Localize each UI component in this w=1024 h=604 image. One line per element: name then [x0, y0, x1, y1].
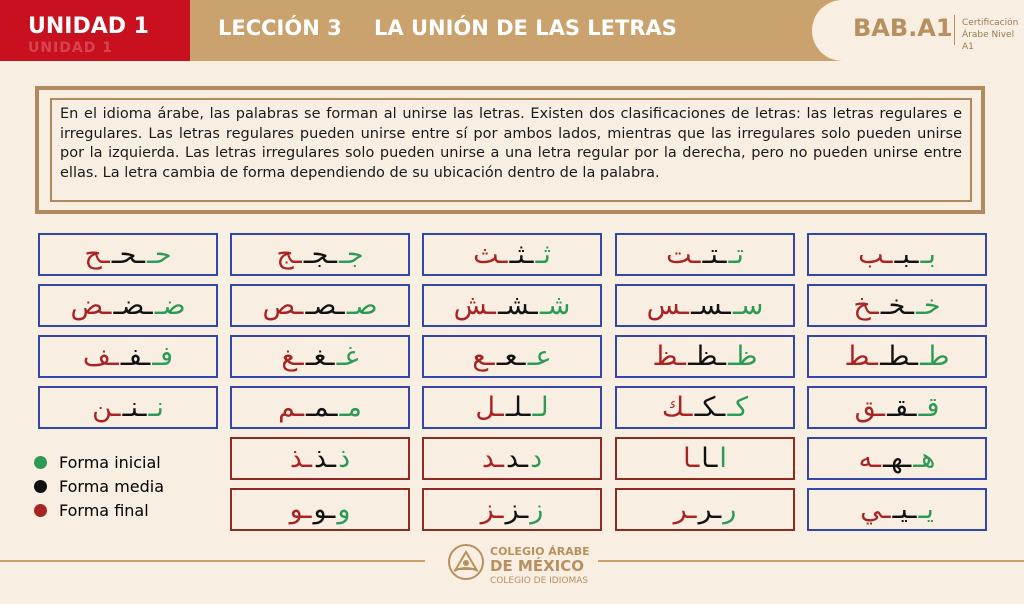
letter-final-form: ـو	[289, 494, 312, 525]
letter-medial-form: ـكـ	[694, 392, 726, 423]
letter-final-form: ـر	[673, 494, 697, 525]
letter-final-form: ـع	[472, 341, 495, 372]
school-name-line-1: COLEGIO ÁRABE	[490, 545, 590, 558]
letter-cell	[422, 437, 602, 480]
letter-forms	[40, 286, 216, 325]
letter-medial-form: ـر	[698, 494, 722, 525]
letter-medial-form: ـتـ	[702, 239, 727, 270]
brand-separator	[954, 15, 955, 45]
letter-medial-form: ـلـ	[505, 392, 531, 423]
letter-initial-form: مـ	[339, 392, 362, 423]
letter-medial-form: ـمـ	[306, 392, 338, 423]
letter-cell	[230, 335, 410, 378]
letter-cell	[422, 488, 602, 531]
letter-initial-form: ز	[530, 494, 544, 525]
letter-cell	[38, 284, 218, 327]
letter-medial-form: ـجـ	[303, 239, 337, 270]
letter-final-form: ـك	[661, 392, 693, 423]
letter-medial-form: ـا	[701, 443, 718, 474]
legend-dot-initial	[34, 456, 47, 469]
letter-final-form: ـه	[858, 443, 881, 474]
letter-final-form: ـي	[860, 494, 891, 525]
letter-final-form: ـغ	[281, 341, 304, 372]
letter-initial-form: ذ	[338, 443, 351, 474]
letter-cell	[422, 386, 602, 429]
letter-cell	[615, 284, 795, 327]
letter-forms	[809, 235, 985, 274]
letter-medial-form: ـعـ	[496, 341, 526, 372]
school-logo-icon	[447, 543, 485, 581]
letter-forms	[617, 286, 793, 325]
letter-initial-form: حـ	[147, 239, 172, 270]
letter-final-form: ـص	[262, 290, 304, 321]
letter-cell	[807, 386, 987, 429]
letter-forms	[424, 439, 600, 478]
letter-final-form: ـت	[666, 239, 701, 270]
letter-cell	[230, 386, 410, 429]
letter-final-form: ـض	[70, 290, 112, 321]
legend-item-medial	[34, 474, 164, 498]
letter-initial-form: ا	[719, 443, 727, 474]
letter-medial-form: ـظـ	[688, 341, 727, 372]
letter-medial-form: ـثـ	[509, 239, 534, 270]
letter-medial-form: ـو	[313, 494, 336, 525]
legend	[34, 450, 164, 522]
letter-cell	[38, 335, 218, 378]
letter-final-form: ـط	[844, 341, 879, 372]
letter-forms	[617, 388, 793, 427]
legend-item-initial	[34, 450, 164, 474]
letter-cell	[615, 386, 795, 429]
letter-forms	[40, 235, 216, 274]
letter-cell	[807, 335, 987, 378]
letter-initial-form: عـ	[527, 341, 552, 372]
letter-final-form: ـز	[480, 494, 504, 525]
unit-title: UNIDAD 1	[28, 14, 149, 39]
letter-cell	[230, 488, 410, 531]
letter-final-form: ـد	[481, 443, 504, 474]
letter-initial-form: هـ	[913, 443, 936, 474]
lesson-title: LA UNIÓN DE LAS LETRAS	[374, 16, 677, 40]
letter-initial-form: طـ	[920, 341, 950, 372]
unit-badge	[0, 0, 190, 61]
header-bar	[0, 0, 1024, 61]
letter-initial-form: خـ	[916, 290, 941, 321]
letter-final-form: ـب	[858, 239, 893, 270]
letter-cell	[422, 335, 602, 378]
letter-forms	[232, 235, 408, 274]
letter-cell	[38, 386, 218, 429]
letter-cell	[230, 233, 410, 276]
letter-forms	[617, 490, 793, 529]
letter-final-form: ـذ	[289, 443, 312, 474]
letter-forms	[232, 286, 408, 325]
letter-forms	[809, 337, 985, 376]
letter-forms	[424, 235, 600, 274]
letter-initial-form: صـ	[346, 290, 378, 321]
letter-initial-form: غـ	[336, 341, 359, 372]
letter-final-form: ـث	[473, 239, 508, 270]
letter-medial-form: ـد	[505, 443, 529, 474]
letter-medial-form: ـضـ	[113, 290, 153, 321]
letter-final-form: ـن	[92, 392, 121, 423]
letter-final-form: ـف	[82, 341, 119, 372]
letter-cell	[807, 437, 987, 480]
letter-final-form: ـظ	[652, 341, 687, 372]
cert-line-2: Árabe Nivel A1	[962, 30, 1015, 52]
letter-medial-form: ـهـ	[882, 443, 912, 474]
letter-initial-form: قـ	[918, 392, 940, 423]
letter-medial-form: ـز	[505, 494, 529, 525]
letter-forms	[809, 286, 985, 325]
legend-label-medial: Forma media	[59, 476, 165, 496]
letter-medial-form: ـطـ	[880, 341, 919, 372]
intro-paragraph: En el idioma árabe, las palabras se forman al unirse las letras. Existen dos clasificaciones de letras: las letras regulares e irregulares. Las letras regulares pueden unirse entre sí por ambos lados, mientras que las irregulares solo pueden unirse por la izquierda. Las letras irregulares solo pueden unirse a una letra regular por la derecha, pero no pueden unirse entre ellas. La letra cambia de forma dependiendo de su ubicación dentro de la palabra.	[60, 106, 962, 181]
letter-forms	[232, 439, 408, 478]
letter-initial-form: تـ	[728, 239, 744, 270]
letter-initial-form: نـ	[148, 392, 164, 423]
letter-initial-form: جـ	[339, 239, 364, 270]
letter-medial-form: ـخـ	[880, 290, 914, 321]
cert-line-1: Certificación	[962, 18, 1019, 28]
letter-initial-form: شـ	[539, 290, 571, 321]
letter-final-form: ـخ	[853, 290, 879, 321]
letter-medial-form: ـنـ	[122, 392, 147, 423]
letter-medial-form: ـشـ	[497, 290, 538, 321]
letter-medial-form: ـحـ	[111, 239, 145, 270]
letter-medial-form: ـقـ	[887, 392, 917, 423]
school-name-line-3: COLEGIO DE IDIOMAS	[490, 576, 589, 586]
letter-initial-form: فـ	[152, 341, 174, 372]
letter-final-form: ـل	[475, 392, 504, 423]
letter-cell	[230, 284, 410, 327]
letter-forms	[424, 490, 600, 529]
legend-dot-final	[34, 504, 47, 517]
letter-cell	[807, 488, 987, 531]
letter-forms	[617, 439, 793, 478]
lesson-number: LECCIÓN 3	[218, 16, 342, 40]
letter-final-form: ـح	[84, 239, 110, 270]
letter-forms	[809, 439, 985, 478]
legend-label-initial: Forma inicial	[59, 452, 161, 472]
letter-forms	[40, 337, 216, 376]
letter-initial-form: يـ	[918, 494, 934, 525]
letter-forms	[40, 388, 216, 427]
letter-forms	[232, 388, 408, 427]
letter-cell	[38, 233, 218, 276]
letter-initial-form: سـ	[732, 290, 764, 321]
letter-medial-form: ـسـ	[690, 290, 731, 321]
letter-cell	[615, 335, 795, 378]
letter-medial-form: ـغـ	[305, 341, 335, 372]
letter-initial-form: كـ	[727, 392, 749, 423]
letter-initial-form: د	[530, 443, 543, 474]
footer-line-left	[0, 560, 425, 562]
letter-cell	[230, 437, 410, 480]
letter-final-form: ـم	[278, 392, 305, 423]
letter-initial-form: لـ	[532, 392, 549, 423]
school-name	[490, 545, 590, 588]
letter-forms	[809, 388, 985, 427]
letter-initial-form: و	[337, 494, 351, 525]
letter-medial-form: ـذ	[313, 443, 337, 474]
letter-final-form: ـش	[453, 290, 496, 321]
letter-initial-form: ر	[723, 494, 737, 525]
letter-forms	[809, 490, 985, 529]
letter-medial-form: ـيـ	[892, 494, 917, 525]
unit-title-reflection: UNIDAD 1	[28, 40, 113, 56]
letter-final-form: ـس	[646, 290, 689, 321]
certification-label	[962, 17, 1024, 53]
letter-forms	[232, 490, 408, 529]
letter-cell	[422, 233, 602, 276]
letter-cell	[615, 488, 795, 531]
letter-final-form: ـا	[683, 443, 700, 474]
letter-medial-form: ـفـ	[120, 341, 151, 372]
letter-forms	[617, 235, 793, 274]
letter-initial-form: ثـ	[535, 239, 551, 270]
letter-forms	[617, 337, 793, 376]
letter-forms	[424, 286, 600, 325]
letter-forms	[424, 388, 600, 427]
letter-cell	[807, 284, 987, 327]
letter-forms	[232, 337, 408, 376]
letter-initial-form: ضـ	[154, 290, 186, 321]
letter-initial-form: بـ	[920, 239, 936, 270]
brand-logo: BAB.A1	[853, 14, 953, 42]
letter-final-form: ـج	[276, 239, 302, 270]
legend-item-final	[34, 498, 164, 522]
letter-cell	[422, 284, 602, 327]
footer-line-right	[598, 560, 1024, 562]
letter-initial-form: ظـ	[728, 341, 758, 372]
letter-medial-form: ـصـ	[305, 290, 345, 321]
letter-final-form: ـق	[854, 392, 886, 423]
letter-medial-form: ـبـ	[894, 239, 919, 270]
school-name-line-2: DE MÉXICO	[490, 557, 584, 575]
letter-cell	[807, 233, 987, 276]
letter-cell	[615, 437, 795, 480]
letter-cell	[615, 233, 795, 276]
legend-label-final: Forma final	[59, 500, 149, 520]
legend-dot-medial	[34, 480, 47, 493]
letter-forms	[424, 337, 600, 376]
